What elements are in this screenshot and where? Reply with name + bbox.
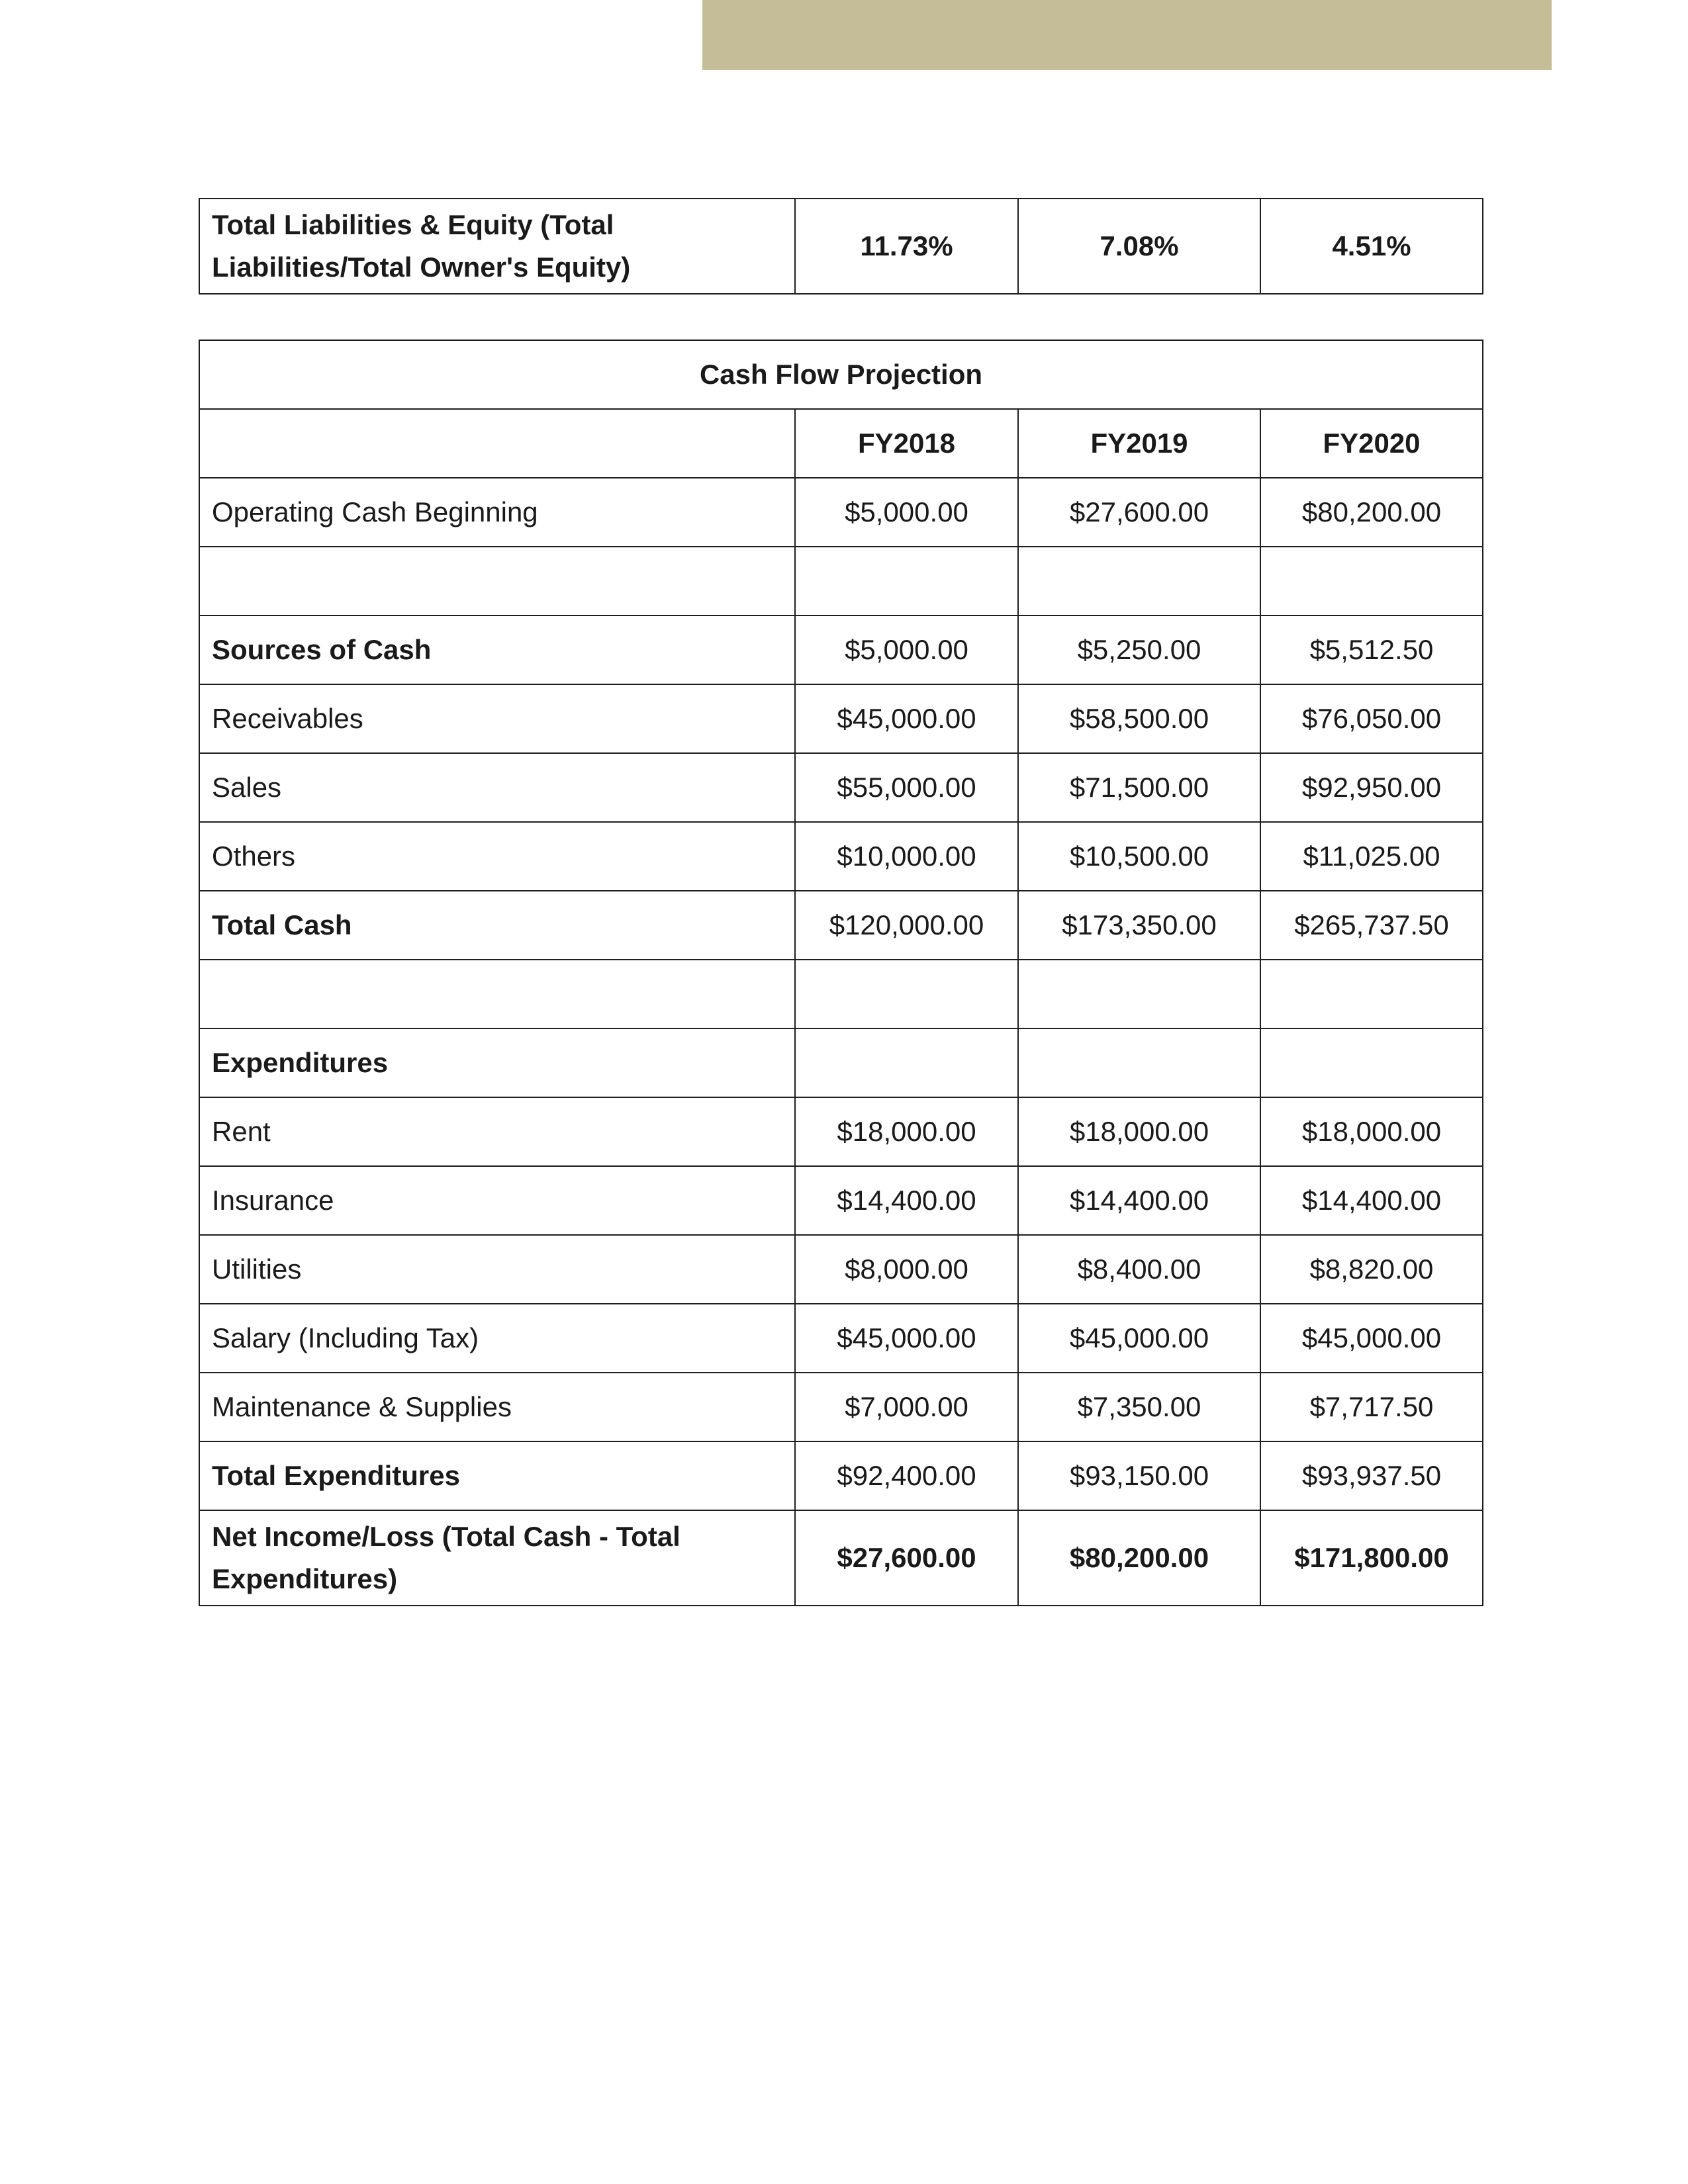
cell-fy2020: $265,737.50 bbox=[1260, 891, 1483, 960]
cell-fy2020: $80,200.00 bbox=[1260, 478, 1483, 547]
cash-flow-table bbox=[199, 340, 1483, 1606]
column-header-fy2019: FY2019 bbox=[1018, 409, 1260, 478]
column-header-fy2018: FY2018 bbox=[795, 409, 1018, 478]
cell-fy2020: $7,717.50 bbox=[1260, 1373, 1483, 1441]
row-label bbox=[199, 547, 795, 615]
cell-fy2018: $120,000.00 bbox=[795, 891, 1018, 960]
row-label: Utilities bbox=[199, 1235, 795, 1304]
cell-fy2019 bbox=[1018, 547, 1260, 615]
cell-fy2020: $93,937.50 bbox=[1260, 1441, 1483, 1510]
ratio-value-fy2018: 11.73% bbox=[795, 199, 1018, 294]
table-row-net-income bbox=[199, 1510, 1483, 1606]
cell-fy2019: $71,500.00 bbox=[1018, 753, 1260, 822]
table-row-expenditures bbox=[199, 1028, 1483, 1097]
row-label: Sources of Cash bbox=[199, 615, 795, 684]
table-row-sources-of-cash bbox=[199, 615, 1483, 684]
cell-fy2019: $80,200.00 bbox=[1018, 1510, 1260, 1606]
cell-fy2020: $14,400.00 bbox=[1260, 1166, 1483, 1235]
row-label: Sales bbox=[199, 753, 795, 822]
cell-fy2020: $11,025.00 bbox=[1260, 822, 1483, 891]
cell-fy2018: $10,000.00 bbox=[795, 822, 1018, 891]
cell-fy2020: $171,800.00 bbox=[1260, 1510, 1483, 1606]
ratio-table bbox=[199, 198, 1483, 295]
cell-fy2019: $10,500.00 bbox=[1018, 822, 1260, 891]
row-label: Total Cash bbox=[199, 891, 795, 960]
row-label: Expenditures bbox=[199, 1028, 795, 1097]
cell-fy2018: $27,600.00 bbox=[795, 1510, 1018, 1606]
row-label: Maintenance & Supplies bbox=[199, 1373, 795, 1441]
cell-fy2019: $14,400.00 bbox=[1018, 1166, 1260, 1235]
row-label: Rent bbox=[199, 1097, 795, 1166]
table-row-salary-including-tax bbox=[199, 1304, 1483, 1373]
cell-fy2020: $5,512.50 bbox=[1260, 615, 1483, 684]
cell-fy2020: $45,000.00 bbox=[1260, 1304, 1483, 1373]
cell-fy2020 bbox=[1260, 1028, 1483, 1097]
cell-fy2019: $8,400.00 bbox=[1018, 1235, 1260, 1304]
row-label bbox=[199, 960, 795, 1028]
ratio-value-fy2020: 4.51% bbox=[1260, 199, 1483, 294]
row-label: Others bbox=[199, 822, 795, 891]
table-row-others bbox=[199, 822, 1483, 891]
table-row-receivables bbox=[199, 684, 1483, 753]
table-row-blank bbox=[199, 547, 1483, 615]
cell-fy2019 bbox=[1018, 1028, 1260, 1097]
cell-fy2018 bbox=[795, 547, 1018, 615]
cell-fy2018: $18,000.00 bbox=[795, 1097, 1018, 1166]
ratio-value-fy2019: 7.08% bbox=[1018, 199, 1260, 294]
ratio-row bbox=[199, 199, 1483, 294]
cell-fy2019: $58,500.00 bbox=[1018, 684, 1260, 753]
row-label: Receivables bbox=[199, 684, 795, 753]
table-row-operating-cash-beginning bbox=[199, 478, 1483, 547]
cell-fy2019: $45,000.00 bbox=[1018, 1304, 1260, 1373]
cell-fy2020: $18,000.00 bbox=[1260, 1097, 1483, 1166]
cell-fy2018: $5,000.00 bbox=[795, 478, 1018, 547]
table-row-total-expenditures bbox=[199, 1441, 1483, 1510]
cell-fy2018: $8,000.00 bbox=[795, 1235, 1018, 1304]
table-row-maintenance-supplies bbox=[199, 1373, 1483, 1441]
cell-fy2019: $173,350.00 bbox=[1018, 891, 1260, 960]
table-row-total-cash bbox=[199, 891, 1483, 960]
cell-fy2019: $5,250.00 bbox=[1018, 615, 1260, 684]
table-row-sales bbox=[199, 753, 1483, 822]
cell-fy2020 bbox=[1260, 547, 1483, 615]
column-header-row bbox=[199, 409, 1483, 478]
table-title: Cash Flow Projection bbox=[199, 340, 1483, 409]
table-row-utilities bbox=[199, 1235, 1483, 1304]
cell-fy2018: $45,000.00 bbox=[795, 1304, 1018, 1373]
row-label: Total Expenditures bbox=[199, 1441, 795, 1510]
cell-fy2019 bbox=[1018, 960, 1260, 1028]
table-title-row bbox=[199, 340, 1483, 409]
cell-fy2020 bbox=[1260, 960, 1483, 1028]
cell-fy2018: $55,000.00 bbox=[795, 753, 1018, 822]
row-label: Net Income/Loss (Total Cash - Total Expenditures) bbox=[199, 1510, 795, 1606]
row-label: Operating Cash Beginning bbox=[199, 478, 795, 547]
cell-fy2018: $45,000.00 bbox=[795, 684, 1018, 753]
table-row-rent bbox=[199, 1097, 1483, 1166]
table-row-blank bbox=[199, 960, 1483, 1028]
column-header-fy2020: FY2020 bbox=[1260, 409, 1483, 478]
table-row-insurance bbox=[199, 1166, 1483, 1235]
header-band bbox=[702, 0, 1552, 70]
cell-fy2018 bbox=[795, 960, 1018, 1028]
cell-fy2018: $7,000.00 bbox=[795, 1373, 1018, 1441]
cell-fy2020: $92,950.00 bbox=[1260, 753, 1483, 822]
cell-fy2020: $8,820.00 bbox=[1260, 1235, 1483, 1304]
cell-fy2018: $14,400.00 bbox=[795, 1166, 1018, 1235]
cell-fy2018: $92,400.00 bbox=[795, 1441, 1018, 1510]
cell-fy2018: $5,000.00 bbox=[795, 615, 1018, 684]
row-label: Insurance bbox=[199, 1166, 795, 1235]
cell-fy2019: $7,350.00 bbox=[1018, 1373, 1260, 1441]
cell-fy2020: $76,050.00 bbox=[1260, 684, 1483, 753]
cell-fy2019: $93,150.00 bbox=[1018, 1441, 1260, 1510]
cell-fy2019: $27,600.00 bbox=[1018, 478, 1260, 547]
cell-fy2019: $18,000.00 bbox=[1018, 1097, 1260, 1166]
cell-fy2018 bbox=[795, 1028, 1018, 1097]
row-label: Salary (Including Tax) bbox=[199, 1304, 795, 1373]
column-header-empty bbox=[199, 409, 795, 478]
ratio-label: Total Liabilities & Equity (Total Liabilities/Total Owner's Equity) bbox=[199, 199, 795, 294]
